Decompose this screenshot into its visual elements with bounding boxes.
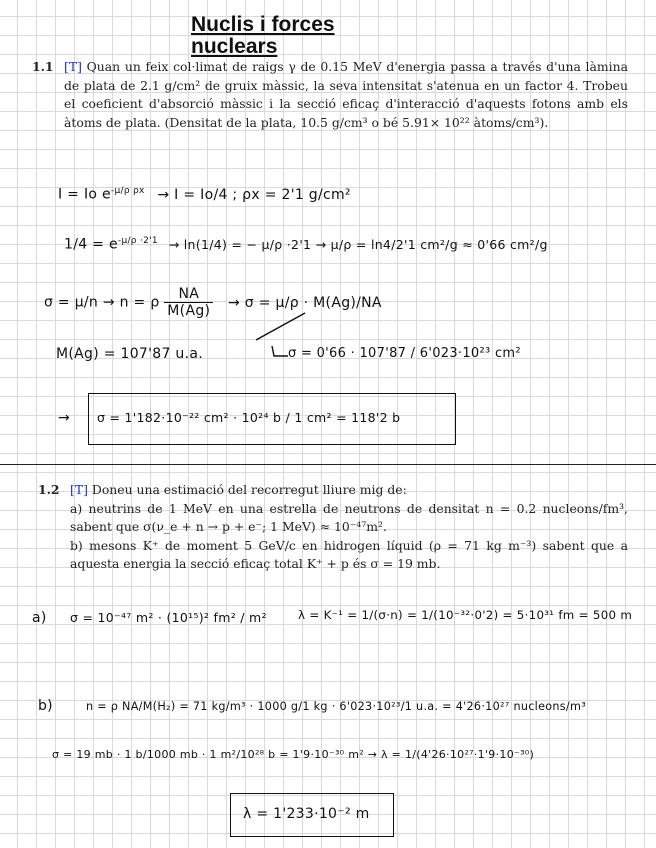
problem-tag: [T] [64,59,82,74]
hw-text: → σ = μ/ρ · M(Ag)/NA [228,294,382,311]
hw-text: → I = Io/4 ; ρx = 2'1 g/cm² [157,186,351,203]
result-box-2 [230,793,394,837]
problem-part-a: a) neutrins de 1 MeV en una estrella de neutrons de densitat n = 0.2 nucleons/fm³, sabent que σ(ν_e + n → p + e⁻; 1 MeV) ≈ 10⁻⁴⁷m². [70,500,628,535]
hw-text: I = Io e [58,186,111,203]
hw-text: 1/4 = e [64,236,118,253]
solution-b-line-2: σ = 19 mb · 1 b/1000 mb · 1 m²/10²⁸ b = 1'9·10⁻³⁰ m² → λ = 1/(4'26·10²⁷·1'9·10⁻³⁰) [52,748,535,761]
problem-statement [70,481,628,500]
page-title: Nuclis i forces nuclears [191,13,335,58]
solution-b-label: b) [38,698,53,714]
solution-a-line-2: λ = K⁻¹ = 1/(σ·n) = 1/(10⁻³²·0'2) = 5·10³¹ fm = 500 m [298,608,633,622]
problem-1-2 [38,481,628,574]
solution-arrow: → [58,410,71,426]
hw-text: → ln(1/4) = − μ/ρ ·2'1 → μ/ρ = ln4/2'1 cm²/g ≈ 0'66 cm²/g [168,236,548,252]
problem-number: 1.1 [32,59,54,74]
solution-line-4b: σ = 0'66 · 107'87 / 6'023·10²³ cm² [288,346,521,361]
solution-b-line-1: n = ρ NA/M(H₂) = 71 kg/m³ · 1000 g/1 kg · 6'023·10²³/1 u.a. = 4'26·10²⁷ nucleons/m³ [86,700,586,713]
hw-exponent: -μ/ρ ρx [110,186,145,196]
hw-numerator: NA [164,286,213,303]
problem-number: 1.2 [38,482,60,497]
hw-denominator: M(Ag) [167,303,211,319]
hw-exponent: -μ/ρ ·2'1 [117,236,158,246]
hw-text: σ = μ/n → n = ρ [44,294,160,311]
solution-a-label: a) [32,610,47,626]
hw-slash-stroke [256,313,305,340]
problem-text: Quan un feix col·limat de raigs γ de 0.15 MeV d'energia passa a través d'una làmina de plata de 2.1 g/cm² de gruix màssic, la seva intensitat s'atenua en un factor 4. Trobeu el coeficient d'absorció màssic i la secció eficaç d'interacció d'aquests fotons amb els àtoms de plata. (Densitat de la plata, 10.5 g/cm³ o bé 5.91× 10²² àtoms/cm³). [64,59,628,130]
result-2-text: λ = 1'233·10⁻² m [243,806,370,822]
solution-line-4a: M(Ag) = 107'87 u.a. [56,346,203,362]
result-1-text: σ = 1'182·10⁻²² cm² · 10²⁴ b / 1 cm² = 118'2 b [97,410,401,425]
problem-part-b: b) mesons K⁺ de moment 5 GeV/c en hidrogen líquid (ρ = 71 kg m⁻³) sabent que a aquesta energia la secció eficaç total K⁺ + p és σ = 19 mb. [70,537,628,572]
hw-hook-arrow [272,346,288,356]
solution-a-line-1: σ = 10⁻⁴⁷ m² · (10¹⁵)² fm² / m² [70,610,267,625]
problem-intro: Doneu una estimació del recorregut lliure mig de: [91,482,407,497]
section-divider [0,464,656,465]
problem-tag: [T] [70,482,88,497]
